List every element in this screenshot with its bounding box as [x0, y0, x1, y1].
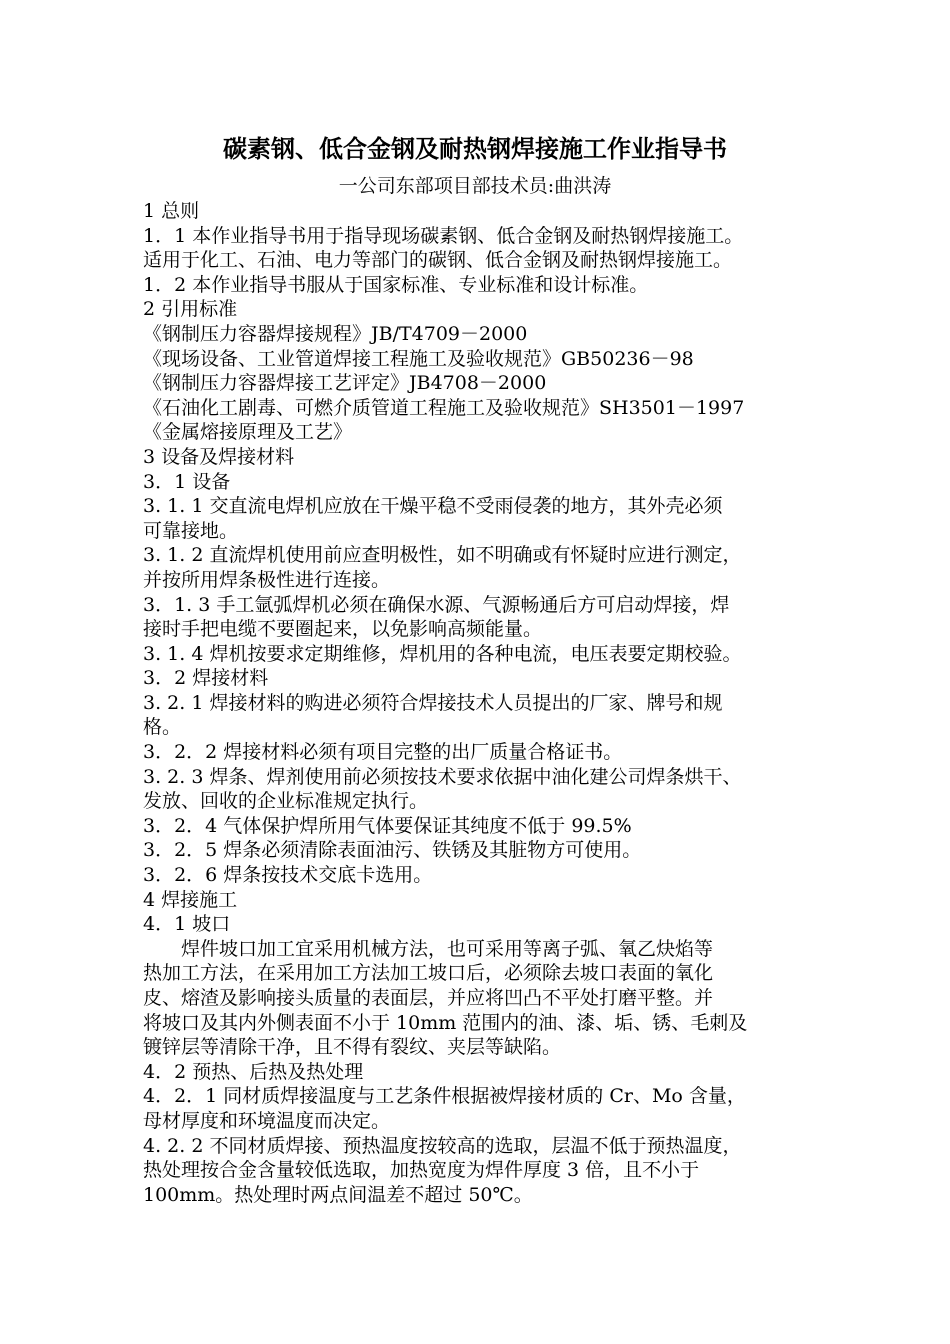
- text-line: 3. 2. 3 焊条、焊剂使用前必须按技术要求依据中油化建公司焊条烘干、: [143, 765, 742, 788]
- text-line: 并按所用焊条极性进行连接。: [143, 568, 391, 591]
- text-line: 3. 1. 2 直流焊机使用前应查明极性，如不明确或有怀疑时应进行测定，: [143, 544, 742, 567]
- text-line: 母材厚度和环境温度而决定。: [143, 1109, 391, 1132]
- text-line: 3．1. 3 手工氩弧焊机必须在确保水源、气源畅通后方可启动焊接，焊: [143, 593, 730, 616]
- text-line: 3．2．4 气体保护焊所用气体要保证其纯度不低于 99.5%: [143, 814, 632, 837]
- text-line: 镀锌层等清除干净，且不得有裂纹、夹层等缺陷。: [143, 1036, 562, 1059]
- text-line: 3．2．6 焊条按技术交底卡选用。: [143, 864, 433, 887]
- text-line: 2 引用标准: [143, 298, 238, 321]
- text-line: 1．2 本作业指导书服从于国家标准、专业标准和设计标准。: [143, 273, 649, 296]
- text-line: 格。: [143, 716, 182, 739]
- text-line: 《金属熔接原理及工艺》: [143, 421, 353, 444]
- text-line: 3．2．5 焊条必须清除表面油污、铁锈及其脏物方可使用。: [143, 839, 642, 862]
- document-title: 碳素钢、低合金钢及耐热钢焊接施工作业指导书: [223, 134, 727, 163]
- text-line: 4. 2. 2 不同材质焊接、预热温度按较高的选取，层温不低于预热温度，: [143, 1134, 742, 1157]
- text-line: 1 总则: [143, 200, 200, 222]
- text-line: 3 设备及焊接材料: [143, 445, 295, 468]
- text-line: 《石油化工剧毒、可燃介质管道工程施工及验收规范》SH3501－1997: [143, 396, 745, 419]
- text-line: 《钢制压力容器焊接规程》JB/T4709－2000: [143, 322, 528, 345]
- text-line: 3. 2. 1 焊接材料的购进必须符合焊接技术人员提出的厂家、牌号和规: [143, 691, 723, 714]
- text-line: 3．2．2 焊接材料必须有项目完整的出厂质量合格证书。: [143, 741, 623, 764]
- text-line: 《现场设备、工业管道焊接工程施工及验收规范》GB50236－98: [143, 347, 694, 370]
- document-body: [143, 199, 828, 1207]
- text-line: 100mm。热处理时两点间温差不超过 50℃。: [143, 1183, 533, 1206]
- text-line: 焊件坡口加工宜采用机械方法，也可采用等离子弧、氧乙炔焰等: [143, 937, 714, 960]
- text-line: 3. 1. 1 交直流电焊机应放在干燥平稳不受雨侵袭的地方，其外壳必须: [143, 495, 723, 518]
- text-line: 《钢制压力容器焊接工艺评定》JB4708－2000: [143, 372, 547, 395]
- text-line: 3. 1. 4 焊机按要求定期维修，焊机用的各种电流，电压表要定期校验。: [143, 642, 742, 665]
- document-subtitle: 一公司东部项目部技术员:曲洪涛: [338, 175, 612, 197]
- text-line: 将坡口及其内外侧表面不小于 10mm 范围内的油、漆、垢、锈、毛刺及: [143, 1011, 748, 1034]
- text-line: 4．1 坡口: [143, 913, 231, 936]
- text-line: 4 焊接施工: [143, 888, 238, 911]
- text-line: 热处理按合金含量较低选取，加热宽度为焊件厚度 3 倍，且不小于: [143, 1159, 700, 1182]
- text-line: 3．2 焊接材料: [143, 667, 269, 690]
- text-line: 接时手把电缆不要圈起来，以免影响高频能量。: [143, 618, 543, 641]
- text-line: 4．2．1 同材质焊接温度与工艺条件根据被焊接材质的 Cr、Mo 含量，: [143, 1085, 746, 1108]
- text-line: 发放、回收的企业标准规定执行。: [143, 790, 429, 813]
- text-line: 热加工方法，在采用加工方法加工坡口后，必须除去坡口表面的氧化: [143, 962, 714, 985]
- text-line: 3．1 设备: [143, 470, 231, 493]
- text-line: 可靠接地。: [143, 519, 239, 542]
- text-line: 4．2 预热、后热及热处理: [143, 1060, 364, 1083]
- text-line: 适用于化工、石油、电力等部门的碳钢、低合金钢及耐热钢焊接施工。: [143, 249, 733, 272]
- text-line: 皮、熔渣及影响接头质量的表面层，并应将凹凸不平处打磨平整。并: [143, 987, 714, 1009]
- text-line: 1．1 本作业指导书用于指导现场碳素钢、低合金钢及耐热钢焊接施工。: [143, 224, 744, 247]
